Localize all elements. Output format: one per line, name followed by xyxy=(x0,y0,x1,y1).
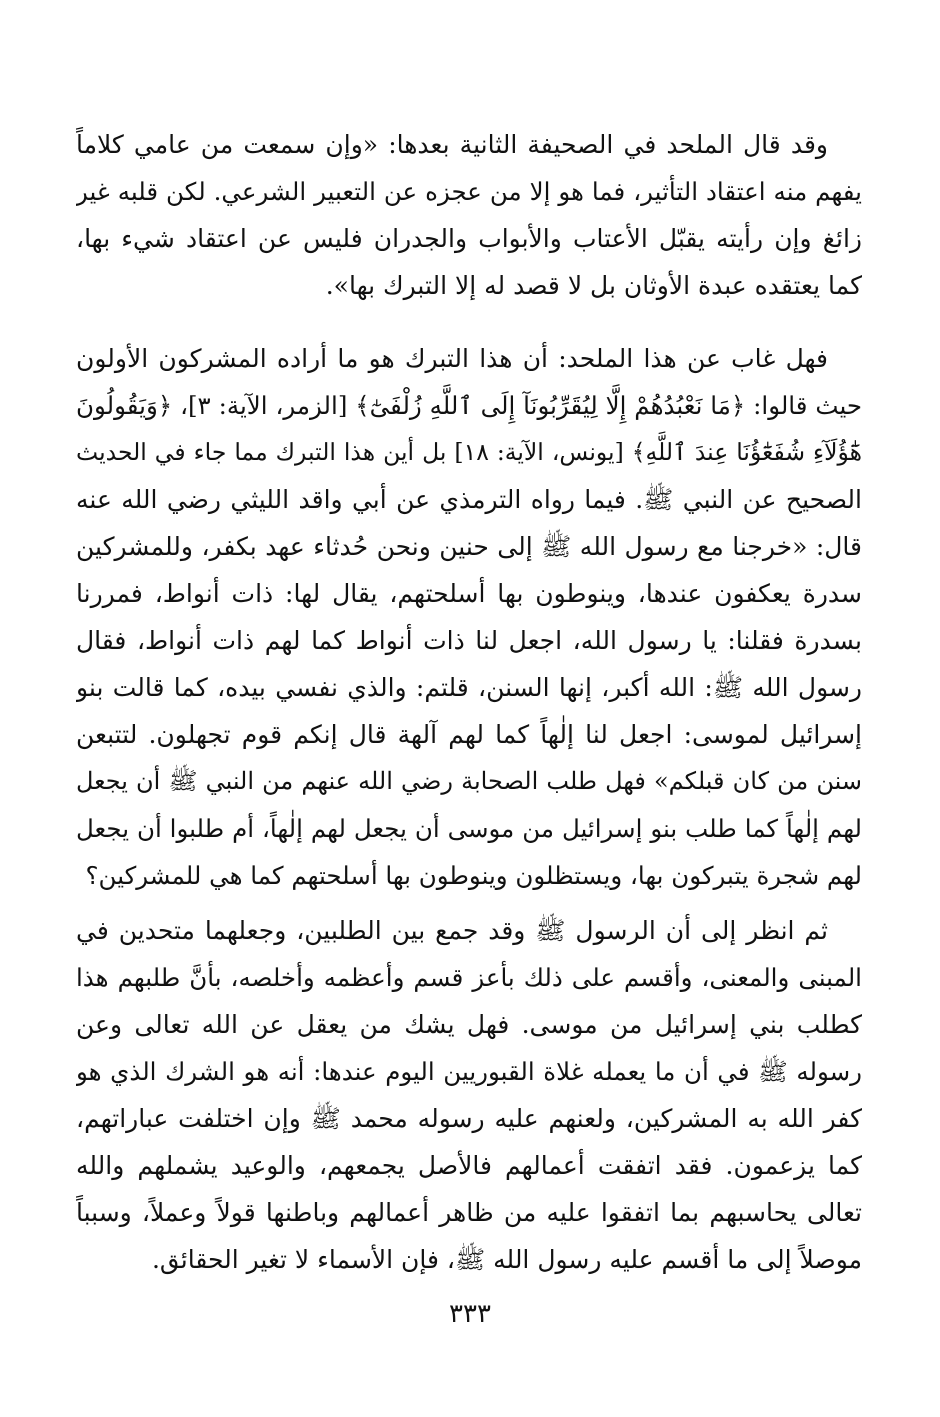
text-line: رسول الله ﷺ: الله أكبر، إنها السنن، قلتم: والذي نفسي بيده، كما قالت بنو xyxy=(76,673,862,702)
text-line: موصلاً إلى ما أقسم عليه رسول الله ﷺ، فإن الأسماء لا تغير الحقائق. xyxy=(151,1245,862,1274)
text-line: تعالى يحاسبهم بما اتفقوا عليه من ظاهر أعمالهم وباطنها قولاً وعملاً، وسبباً xyxy=(76,1198,862,1227)
text-line: وقد قال الملحد في الصحيفة الثانية بعدها: «وإن سمعت من عامي كلاماً xyxy=(76,130,828,159)
text-line: رسوله ﷺ في أن ما يعمله غلاة القبوريين اليوم عندها: أنه هو الشرك الذي هو xyxy=(76,1057,862,1086)
text-line: لهم إلٰهاً كما طلب بنو إسرائيل من موسى أن يجعل لهم إلٰهاً، أم طلبوا أن يجعل xyxy=(76,814,862,843)
text-line: لهم شجرة يتبركون بها، ويستظلون وينوطون بها أسلحتهم كما هي للمشركين؟ xyxy=(85,861,862,890)
page-number: ٣٣٣ xyxy=(449,1299,491,1329)
text-line: حيث قالوا: ﴿مَا نَعْبُدُهُمْ إِلَّا لِيُقَرِّبُونَآ إِلَى ٱللَّهِ زُلْفَىٰٓ﴾ [الزمر، الآية: ٣]، ﴿وَيَقُولُونَ xyxy=(76,391,862,420)
text-line: كطلب بني إسرائيل من موسى. فهل يشك من يعقل عن الله تعالى وعن xyxy=(76,1010,862,1039)
text-line: الصحيح عن النبي ﷺ. فيما رواه الترمذي عن أبي واقد الليثي رضي الله عنه xyxy=(76,485,862,514)
paragraph-2 xyxy=(76,335,862,899)
text-line: هَٰٓؤُلَآءِ شُفَعَٰٓؤُنَا عِندَ ٱللَّهِ﴾ [يونس، الآية: ١٨] بل أين هذا التبرك مما جاء في الحديث xyxy=(76,438,862,466)
text-line: المبنى والمعنى، وأقسم على ذلك بأعز قسم وأعظمه وأخلصه، بأنَّ طلبهم هذا xyxy=(76,963,862,992)
text-line: فهل غاب عن هذا الملحد: أن هذا التبرك هو ما أراده المشركون الأولون xyxy=(76,344,828,373)
text-line: ثم انظر إلى أن الرسول ﷺ وقد جمع بين الطلبين، وجعلهما متحدين في xyxy=(76,916,828,945)
text-line: كما يزعمون. فقد اتفقت أعمالهم فالأصل يجمعهم، والوعيد يشملهم والله xyxy=(76,1151,862,1180)
text-line: كما يعتقده عبدة الأوثان بل لا قصد له إلا التبرك بها». xyxy=(325,271,862,300)
text-line: سدرة يعكفون عندها، وينوطون بها أسلحتهم، يقال لها: ذات أنواط، فمررنا xyxy=(76,579,862,608)
text-line: بسدرة فقلنا: يا رسول الله، اجعل لنا ذات أنواط كما لهم ذات أنواط، فقال xyxy=(76,626,862,655)
text-line: يفهم منه اعتقاد التأثير، فما هو إلا من عجزه عن التعبير الشرعي. لكن قلبه غير xyxy=(76,177,862,206)
text-line: قال: «خرجنا مع رسول الله ﷺ إلى حنين ونحن حُدثاء عهد بكفر، وللمشركين xyxy=(76,532,862,561)
paragraph-1 xyxy=(76,121,862,309)
text-line: زائغ وإن رأيته يقبّل الأعتاب والأبواب والجدران فليس عن اعتقاد شيء بها، xyxy=(76,224,862,253)
paragraph-3 xyxy=(76,907,862,1283)
text-line: إسرائيل لموسى: اجعل لنا إلٰهاً كما لهم آلهة قال إنكم قوم تجهلون. لتتبعن xyxy=(76,720,862,749)
text-line: سنن من كان قبلكم» فهل طلب الصحابة رضي الله عنهم من النبي ﷺ أن يجعل xyxy=(76,767,862,795)
text-line: كفر الله به المشركين، ولعنهم عليه رسوله محمد ﷺ وإن اختلفت عباراتهم، xyxy=(76,1104,862,1133)
